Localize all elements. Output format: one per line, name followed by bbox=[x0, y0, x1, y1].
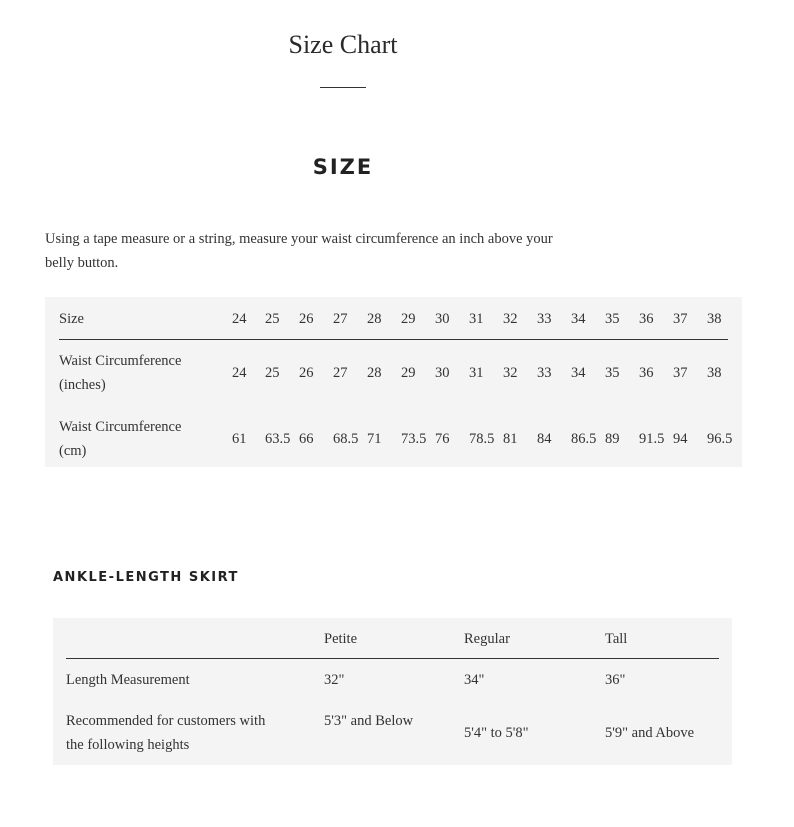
inches-row-label-line1: Waist Circumference bbox=[59, 353, 182, 369]
section-heading-size: SIZE bbox=[312, 155, 374, 179]
size-table-cell: 25 bbox=[265, 311, 280, 327]
skirt-height-tall: 5'9" and Above bbox=[605, 725, 695, 741]
size-table-cell: 66 bbox=[299, 431, 314, 447]
size-table-cell: 34 bbox=[571, 365, 586, 381]
size-table-cell: 84 bbox=[537, 431, 552, 447]
intro-text bbox=[45, 227, 635, 275]
page-title: Size Chart bbox=[288, 30, 398, 59]
size-row-label-line1: Size bbox=[59, 311, 84, 327]
size-table-cell: 33 bbox=[537, 311, 552, 327]
size-table-cell: 73.5 bbox=[401, 431, 427, 447]
skirt-row-height-label-line1: Recommended for customers with bbox=[66, 713, 266, 729]
size-table-cell: 35 bbox=[605, 311, 620, 327]
size-table-cell: 94 bbox=[673, 431, 688, 447]
size-table-cell: 33 bbox=[537, 365, 552, 381]
size-table-cell: 36 bbox=[639, 365, 654, 381]
size-table-cell: 24 bbox=[232, 365, 247, 381]
size-table-cell: 29 bbox=[401, 311, 416, 327]
size-table-cell: 26 bbox=[299, 365, 314, 381]
size-table-cell: 37 bbox=[673, 311, 688, 327]
size-table-cell: 38 bbox=[707, 311, 722, 327]
skirt-header-petite: Petite bbox=[324, 631, 358, 647]
size-table-cell: 34 bbox=[571, 311, 586, 327]
skirt-table bbox=[53, 618, 732, 765]
size-table-cell: 32 bbox=[503, 311, 518, 327]
intro-line-2: belly button. bbox=[45, 255, 119, 271]
size-table-cell: 86.5 bbox=[571, 431, 597, 447]
size-table-cell: 25 bbox=[265, 365, 280, 381]
skirt-heading: ANKLE-LENGTH SKIRT bbox=[53, 570, 239, 585]
size-table-cell: 30 bbox=[435, 365, 450, 381]
cm-row-label-line1: Waist Circumference bbox=[59, 419, 182, 435]
size-table-cell: 91.5 bbox=[639, 431, 665, 447]
size-table-cell: 26 bbox=[299, 311, 314, 327]
size-table-cell: 28 bbox=[367, 311, 382, 327]
size-table-cell: 32 bbox=[503, 365, 518, 381]
cm-row-label-line2: (cm) bbox=[59, 443, 87, 459]
inches-row-label bbox=[59, 349, 181, 397]
skirt-header-regular: Regular bbox=[464, 631, 510, 647]
size-table-cell: 31 bbox=[469, 365, 484, 381]
size-table-cell: 35 bbox=[605, 365, 620, 381]
size-table-cell: 37 bbox=[673, 365, 688, 381]
size-table-cell: 81 bbox=[503, 431, 518, 447]
skirt-height-regular: 5'4" to 5'8" bbox=[464, 725, 529, 741]
title-divider bbox=[320, 87, 366, 88]
intro-line-1: Using a tape measure or a string, measure your waist circumference an inch above your bbox=[45, 231, 553, 247]
size-table-cell: 27 bbox=[333, 311, 348, 327]
size-table-cell: 30 bbox=[435, 311, 450, 327]
size-row-label bbox=[59, 307, 84, 331]
skirt-header-tall: Tall bbox=[605, 631, 628, 647]
size-table-cell: 89 bbox=[605, 431, 620, 447]
size-table-cell: 61 bbox=[232, 431, 247, 447]
size-table-cell: 29 bbox=[401, 365, 416, 381]
skirt-row-length-label: Length Measurement bbox=[66, 672, 190, 688]
skirt-length-petite: 32" bbox=[324, 672, 345, 688]
skirt-length-tall: 36" bbox=[605, 672, 626, 688]
size-table-cell: 63.5 bbox=[265, 431, 291, 447]
size-table-cell: 31 bbox=[469, 311, 484, 327]
skirt-height-petite: 5'3" and Below bbox=[324, 713, 414, 729]
inches-row-label-line2: (inches) bbox=[59, 377, 106, 393]
skirt-header-rule bbox=[66, 658, 719, 659]
size-table-cell: 78.5 bbox=[469, 431, 495, 447]
size-table-cell: 68.5 bbox=[333, 431, 359, 447]
cm-row-label bbox=[59, 415, 181, 463]
skirt-row-height-label-line2: the following heights bbox=[66, 737, 190, 753]
size-table-cell: 96.5 bbox=[707, 431, 733, 447]
size-table-cell: 76 bbox=[435, 431, 450, 447]
size-table-cell: 24 bbox=[232, 311, 247, 327]
size-table-cell: 71 bbox=[367, 431, 382, 447]
size-table-cell: 27 bbox=[333, 365, 348, 381]
size-table bbox=[45, 297, 742, 467]
size-table-cell: 38 bbox=[707, 365, 722, 381]
size-table-header-rule bbox=[59, 339, 728, 340]
size-table-cell: 28 bbox=[367, 365, 382, 381]
size-table-cell: 36 bbox=[639, 311, 654, 327]
skirt-length-regular: 34" bbox=[464, 672, 485, 688]
